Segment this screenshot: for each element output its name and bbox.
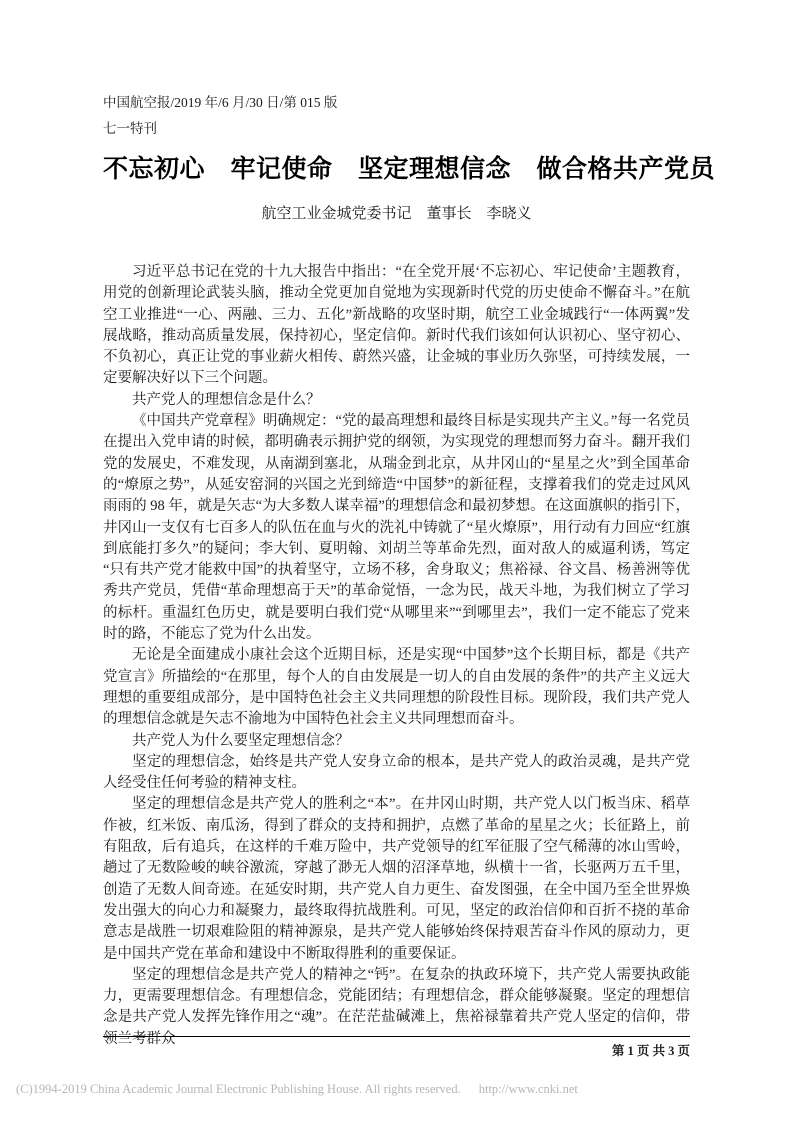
body-paragraph: 坚定的理想信念是共产党人的胜利之“本”。在井冈山时期，共产党人以门板当床、稻草作被，红米饭、南瓜汤，得到了群众的支持和拥护，点燃了革命的星星之火；长征路上，前有阻敌，后有追兵，在这样的千难万险中，共产党领导的红军征服了空气稀薄的冰山雪岭，趟过了无数险峻的峡谷激流，穿越了渺无人烟的沼泽草地，纵横十一省，长驱两万五千里，创造了无数人间奇迹。在延安时期，共产党人自力更生、奋发图强，在全中国乃至全世界焕发出强大的向心力和凝聚力，最终取得抗战胜利。可见，坚定的政治信仰和百折不挠的革命意志是战胜一切艰难险阻的精神源泉，是共产党人能够始终保持艰苦奋斗作风的原动力，更是中国共产党在革命和建设中不断取得胜利的重要保证。 — [103, 796, 690, 962]
article-byline: 航空工业金城党委书记 董事长 李晓义 — [261, 206, 532, 222]
copyright-url: http://www.cnki.net — [478, 1082, 578, 1096]
body-paragraph: 坚定的理想信念，始终是共产党人安身立命的根本，是共产党人的政治灵魂，是共产党人经受住任何考验的精神支柱。 — [103, 753, 690, 792]
source-line: 中国航空报/2019 年/6 月/30 日/第 015 版 — [103, 95, 338, 110]
body-paragraph: 习近平总书记在党的十九大报告中指出：“在全党开展‘不忘初心、牢记使命’主题教育，用党的创新理论武装头脑，推动全党更加自觉地为实现新时代党的历史使命不懈奋斗。”在航空工业推进“一心、两融、三力、五化”新战略的攻坚时期，航空工业金城践行“一体两翼”发展战略，推动高质量发展，保持初心，坚定信仰。新时代我们该如何认识初心、坚守初心、不负初心，真正让党的事业薪火相传、蔚然兴盛，让金城的事业历久弥坚，可持续发展，一定要解决好以下三个问题。 — [103, 264, 690, 387]
body-paragraph: 坚定的理想信念是共产党人的精神之“钙”。在复杂的执政环境下，共产党人需要执政能力，更需要理想信念。有理想信念，党能团结；有理想信念，群众能够凝聚。坚定的理想信念是共产党人发挥先锋作用之“魂”。在茫茫盐碱滩上，焦裕禄靠着共产党人坚定的信仰，带领兰考群众 — [103, 966, 690, 1047]
copyright-text: (C)1994-2019 China Academic Journal Electronic Publishing House. All rights reserved. — [16, 1082, 461, 1096]
article-title: 不忘初心 牢记使命 坚定理想信念 做合格共产党员 — [103, 155, 716, 183]
article-body — [103, 262, 690, 1050]
document-header — [103, 90, 690, 141]
section-line: 七一特刊 — [103, 120, 157, 136]
page-indicator: 第 1 页 共 3 页 — [611, 1044, 690, 1058]
footer-divider — [103, 1036, 690, 1037]
body-paragraph: 无论是全面建成小康社会这个近期目标，还是实现“中国梦”这个长期目标，都是《共产党宣言》所描绘的“在那里，每个人的自由发展是一切人的自由发展的条件”的共产主义远大理想的重要组成部分，是中国特色社会主义共同理想的阶段性目标。现阶段，我们共产党人的理想信念就是矢志不渝地为中国特色社会主义共同理想而奋斗。 — [103, 647, 690, 728]
section-heading: 共产党人的理想信念是什么？ — [132, 391, 321, 408]
section-heading: 共产党人为什么要坚定理想信念？ — [132, 732, 350, 749]
copyright-line — [16, 1081, 776, 1097]
body-paragraph: 《中国共产党章程》明确规定：“党的最高理想和最终目标是实现共产主义。”每一名党员在提出入党申请的时候，都明确表示拥护党的纲领，为实现党的理想而努力奋斗。翻开我们党的发展史，不难发现，从南湖到塞北，从瑞金到北京，从井冈山的“星星之火”到全国革命的“燎原之势”，从延安窑洞的兴国之光到缔造“中国梦”的新征程，支撑着我们的党走过风风雨雨的 98 年，就是矢志“为大多数人谋幸福”的理想信念和最初梦想。在这面旗帜的指引下，井冈山一支仅有七百多人的队伍在血与火的洗礼中铸就了“星火燎原”，用行动有力回应“红旗到底能打多久”的疑问；李大钊、夏明翰、刘胡兰等革命先烈，面对敌人的威逼利诱，笃定“只有共产党才能救中国”的执着坚守，立场不移，舍身取义；焦裕禄、谷文昌、杨善洲等优秀共产党员，凭借“革命理想高于天”的革命觉悟，一念为民，战天斗地，为我们树立了学习的标杆。重温红色历史，就是要明白我们党“从哪里来”“到哪里去”，我们一定不能忘了党来时的路，不能忘了党为什么出发。 — [103, 413, 690, 643]
